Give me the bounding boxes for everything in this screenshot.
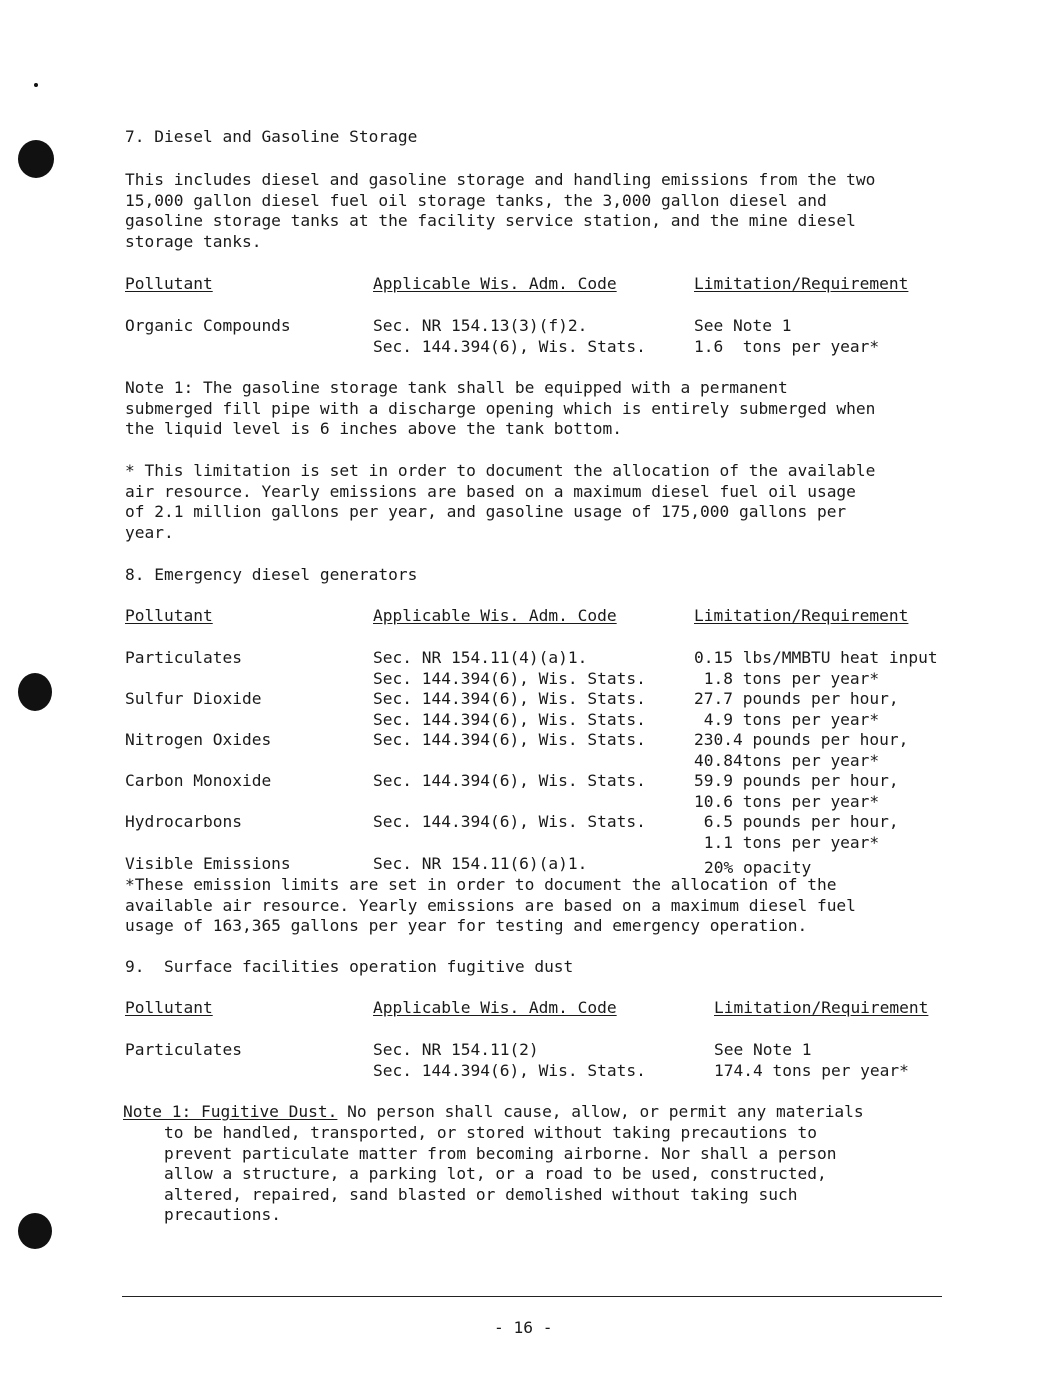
s9-col-pollutant: Pollutant [125,998,213,1017]
s7-col-code: Applicable Wis. Adm. Code [373,274,617,293]
section-7-intro: This includes diesel and gasoline storage and handling emissions from the two 15,000 gallon diesel fuel oil storage tanks, the 3,000 gallon diesel and gasoline storage tanks at the facility service station, and the mine diesel storage tanks. [125,170,876,251]
section-8-asterisk-note: *These emission limits are set in order to document the allocation of the available air resource. Yearly emissions are based on a maximum diesel fuel usage of 163,365 gallons per year for testing and emergency operation. [125,875,856,936]
section-9-note-1-line1 [123,1102,864,1123]
s8-row-particulates-codes: Sec. NR 154.11(4)(a)1. Sec. 144.394(6), Wis. Stats. [373,648,646,688]
section-8-heading: 8. Emergency diesel generators [125,565,418,584]
s8-col-pollutant: Pollutant [125,606,213,625]
punch-hole-middle [18,673,52,711]
s8-row-nox-codes: Sec. 144.394(6), Wis. Stats. [373,730,646,749]
footer-rule [122,1296,942,1297]
punch-hole-top [18,140,54,178]
s8-row-co-codes: Sec. 144.394(6), Wis. Stats. [373,771,646,790]
s8-row-co-limits: 59.9 pounds per hour, 10.6 tons per year* [694,771,899,811]
s9-col-code: Applicable Wis. Adm. Code [373,998,617,1017]
s8-row-nox-limits: 230.4 pounds per hour, 40.84tons per year* [694,730,909,770]
s7-col-pollutant: Pollutant [125,274,213,293]
page-number: - 16 - [494,1318,553,1337]
punch-hole-bottom [18,1213,52,1249]
s9-row-pollutant: Particulates [125,1040,242,1059]
s8-row-co-pollutant: Carbon Monoxide [125,771,272,790]
s8-row-hc-codes: Sec. 144.394(6), Wis. Stats. [373,812,646,831]
section-7-heading: 7. Diesel and Gasoline Storage [125,127,418,146]
s8-row-so2-pollutant: Sulfur Dioxide [125,689,262,708]
s8-row-visible-codes: Sec. NR 154.11(6)(a)1. [373,854,588,873]
s8-row-so2-codes: Sec. 144.394(6), Wis. Stats. Sec. 144.394(6), Wis. Stats. [373,689,646,729]
s8-col-code: Applicable Wis. Adm. Code [373,606,617,625]
s9-col-limit: Limitation/Requirement [714,998,929,1017]
s8-row-so2-limits: 27.7 pounds per hour, 4.9 tons per year* [694,689,899,729]
section-9-note-1-text: No person shall cause, allow, or permit any materials [337,1102,864,1121]
section-9-note-1-continued: to be handled, transported, or stored without taking precautions to prevent particulate matter from becoming airborne. Nor shall a person allow a structure, a parking lot, or a road to be used, constructed, altered, repaired, sand blasted or demolished without taking such precautions. [164,1123,837,1225]
section-7-note-1: Note 1: The gasoline storage tank shall be equipped with a permanent submerged fill pipe with a discharge opening which is entirely submerged when the liquid level is 6 inches above the tank bottom. [125,378,876,439]
s7-row-limits: See Note 1 1.6 tons per year* [694,316,880,356]
s8-row-visible-limits: 20% opacity [704,858,812,877]
s8-col-limit: Limitation/Requirement [694,606,909,625]
s7-col-limit: Limitation/Requirement [694,274,909,293]
section-9-note-1-label: Note 1: Fugitive Dust. [123,1102,338,1121]
s8-row-hc-limits: 6.5 pounds per hour, 1.1 tons per year* [703,812,899,852]
s7-row-codes: Sec. NR 154.13(3)(f)2. Sec. 144.394(6), Wis. Stats. [373,316,646,356]
s8-row-hc-pollutant: Hydrocarbons [125,812,242,831]
section-7-asterisk-note: * This limitation is set in order to document the allocation of the available air resource. Yearly emissions are based on a maximum diesel fuel oil usage of 2.1 million gallons per year, and gasoline usage of 175,000 gallons per year. [125,461,876,542]
section-9-heading: 9. Surface facilities operation fugitive dust [125,957,574,976]
s9-row-codes: Sec. NR 154.11(2) Sec. 144.394(6), Wis. Stats. [373,1040,646,1080]
s9-row-limits: See Note 1 174.4 tons per year* [714,1040,909,1080]
s8-row-particulates-pollutant: Particulates [125,648,242,667]
s8-row-particulates-limits: 0.15 lbs/MMBTU heat input 1.8 tons per year* [694,648,938,688]
s8-row-visible-pollutant: Visible Emissions [125,854,291,873]
s8-row-nox-pollutant: Nitrogen Oxides [125,730,272,749]
s7-row-pollutant: Organic Compounds [125,316,291,335]
speck [34,83,38,87]
